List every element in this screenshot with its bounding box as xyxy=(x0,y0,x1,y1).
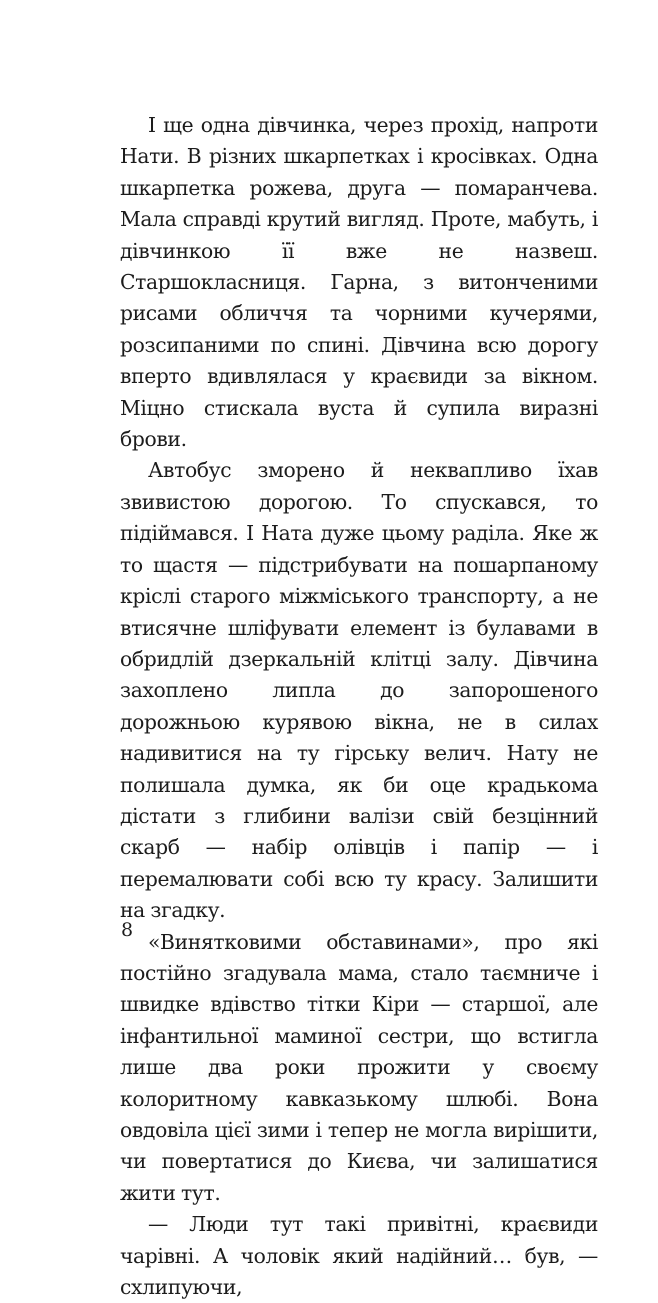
paragraph-1: І ще одна дівчинка, через прохід, напроти Нати. В різних шкарпетках і кросівках. Одна шкарпетка рожева, друга — помаранчева. Мала справді крутий вигляд. Проте, мабуть, і дівчинкою її вже не назвеш. Старшокласниця. Гарна, з витонченими рисами обличчя та чорними кучерями, розсипаними по спині. Дівчина всю дорогу вперто вдивлялася у краєвиди за вікном. Міцно стискала вуста й супила виразні брови. xyxy=(120,113,598,452)
body-text xyxy=(120,110,598,1303)
page-number: 8 xyxy=(121,919,134,941)
paragraph-4: — Люди тут такі привітні, краєвиди чарівні. А чоловік який надійний… був, — схлипуючи, xyxy=(120,1212,598,1300)
paragraph-3: «Винятковими обставинами», про які постійно згадувала мама, стало таємниче і швидке вдівство тітки Кіри — старшої, але інфантильної маминої сестри, що встигла лише два роки прожити у своєму колоритному кавказькому шлюбі. Вона овдовіла цієї зими і тепер не могла вирішити, чи повертатися до Києва, чи залишатися жити тут. xyxy=(120,929,598,1205)
paragraph-2: Автобус зморено й неквапливо їхав звивистою дорогою. То спускався, то підіймався. І Ната дуже цьому раділа. Яке ж то щастя — підстрибувати на пошарпаному кріслі старого міжміського транспорту, а не втисячне шліфувати елемент із булавами в обридлій дзеркальній клітці залу. Дівчина захоплено липла до запорошеного дорожньою курявою вікна, не в силах надивитися на ту гірську велич. Нату не полишала думка, як би оце крадькома дістати з глибини валізи свій безцінний скарб — набір олівців і папір — і перемалювати собі всю ту красу. Залишити на згадку. xyxy=(120,458,598,923)
